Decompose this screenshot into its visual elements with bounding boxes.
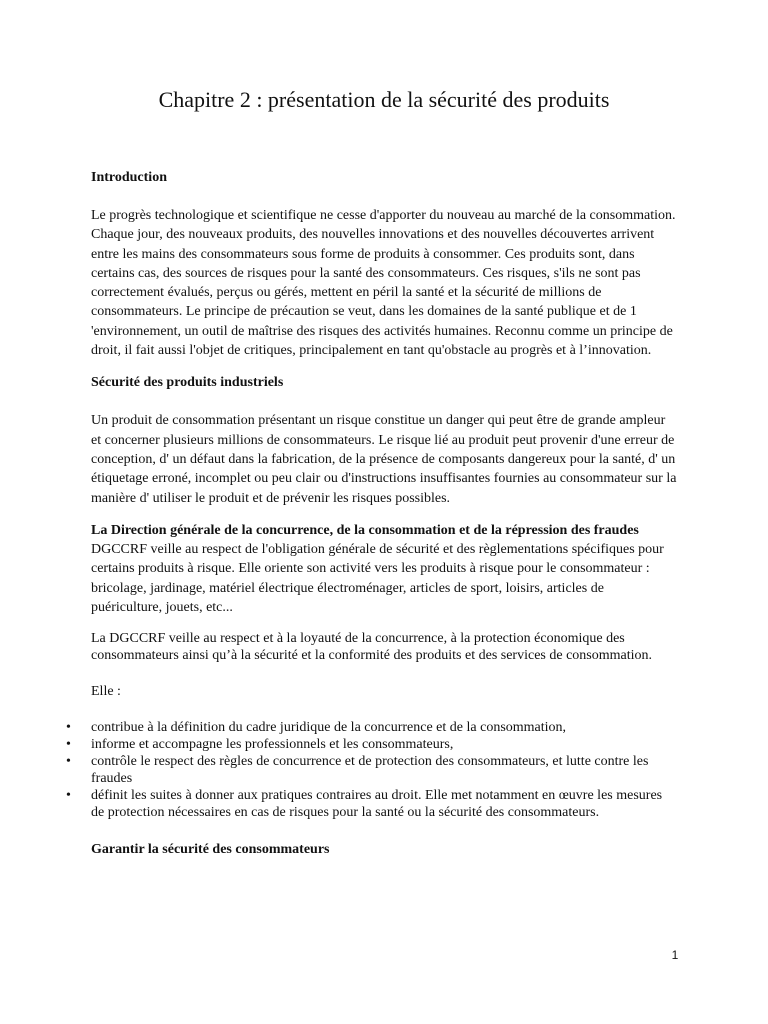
dgccrf-lead: La Direction générale de la concurrence, de la consommation et de la répression des fraudes	[91, 522, 639, 538]
page-title: Chapitre 2 : présentation de la sécurité des produits	[158, 87, 610, 112]
bullet-icon: •	[66, 737, 71, 753]
section-heading-guarantee-safety: Garantir la sécurité des consommateurs	[91, 842, 330, 858]
bullet-icon: •	[66, 788, 71, 804]
bullet-icon: •	[66, 720, 71, 736]
list-item	[66, 787, 677, 821]
list-item-text: contrôle le respect des règles de concurrence et de protection des consommateurs, et lutte contre les fraudes	[91, 754, 649, 787]
elle-label: Elle :	[91, 684, 121, 700]
paragraph-dgccrf-role: La DGCCRF veille au respect et à la loyauté de la concurrence, à la protection économique des consommateurs ainsi qu’à la sécurité et la conformité des produits et des services de consommation.	[91, 631, 653, 664]
list-item	[66, 736, 677, 753]
bullet-icon: •	[66, 754, 71, 770]
section-heading-introduction: Introduction	[91, 170, 167, 185]
paragraph-introduction: Le progrès technologique et scientifique ne cesse d'apporter du nouveau au marché de la consommation. Chaque jour, des nouveaux produits, des nouvelles innovations et des nouvelles découvertes arrivent entre les mains des consommateurs sous forme de produits à consommer. Ces produits sont, dans certains cas, des sources de risques pour la santé des consommateurs. Ces risques, s'ils ne sont pas correctement évalués, perçus ou gérés, mettent en péril la santé et la sécurité de millions de consommateurs. Le principe de précaution se veut, dans les domaines de la santé publique et de 1 'environnement, un outil de maîtrise des risques des activités humaines. Reconnu comme un principe de droit, il fait aussi l'objet de critiques, principalement en tant qu'obstacle au progrès et à l’innovation.	[91, 208, 676, 359]
paragraph-dgccrf	[91, 521, 677, 617]
dgccrf-text: DGCCRF veille au respect de l'obligation générale de sécurité et des règlementations spécifiques pour certains produits à risque. Elle oriente son activité vers les produits à risque pour le consommateur : bricolage, jardinage, matériel électrique électroménager, articles de sport, loisirs, articles de puériculture, jouets, etc...	[91, 542, 664, 616]
mission-list	[66, 719, 677, 821]
page-number: 1	[671, 948, 679, 962]
document-body	[66, 168, 677, 878]
list-item-text: définit les suites à donner aux pratiques contraires au droit. Elle met notamment en œuvre les mesures de protection nécessaires en cas de risques pour la santé ou la sécurité des consommateurs.	[91, 788, 663, 821]
list-item	[66, 719, 677, 736]
list-item	[66, 753, 677, 787]
list-item-text: contribue à la définition du cadre juridique de la concurrence et de la consommation,	[91, 720, 567, 736]
section-heading-industrial-safety: Sécurité des produits industriels	[91, 375, 284, 391]
list-item-text: informe et accompagne les professionnels et les consommateurs,	[91, 737, 454, 753]
paragraph-industrial-safety: Un produit de consommation présentant un risque constitue un danger qui peut être de grande ampleur et concerner plusieurs millions de consommateurs. Le risque lié au produit peut provenir d'une erreur de conception, d' un défaut dans la fabrication, de la présence de composants dangereux pour la santé, d' un étiquetage erroné, incomplet ou peu clair ou d'instructions insuffisantes fournies au consommateur sur la manière d' utiliser le produit et de prévenir les risques possibles.	[91, 413, 677, 506]
